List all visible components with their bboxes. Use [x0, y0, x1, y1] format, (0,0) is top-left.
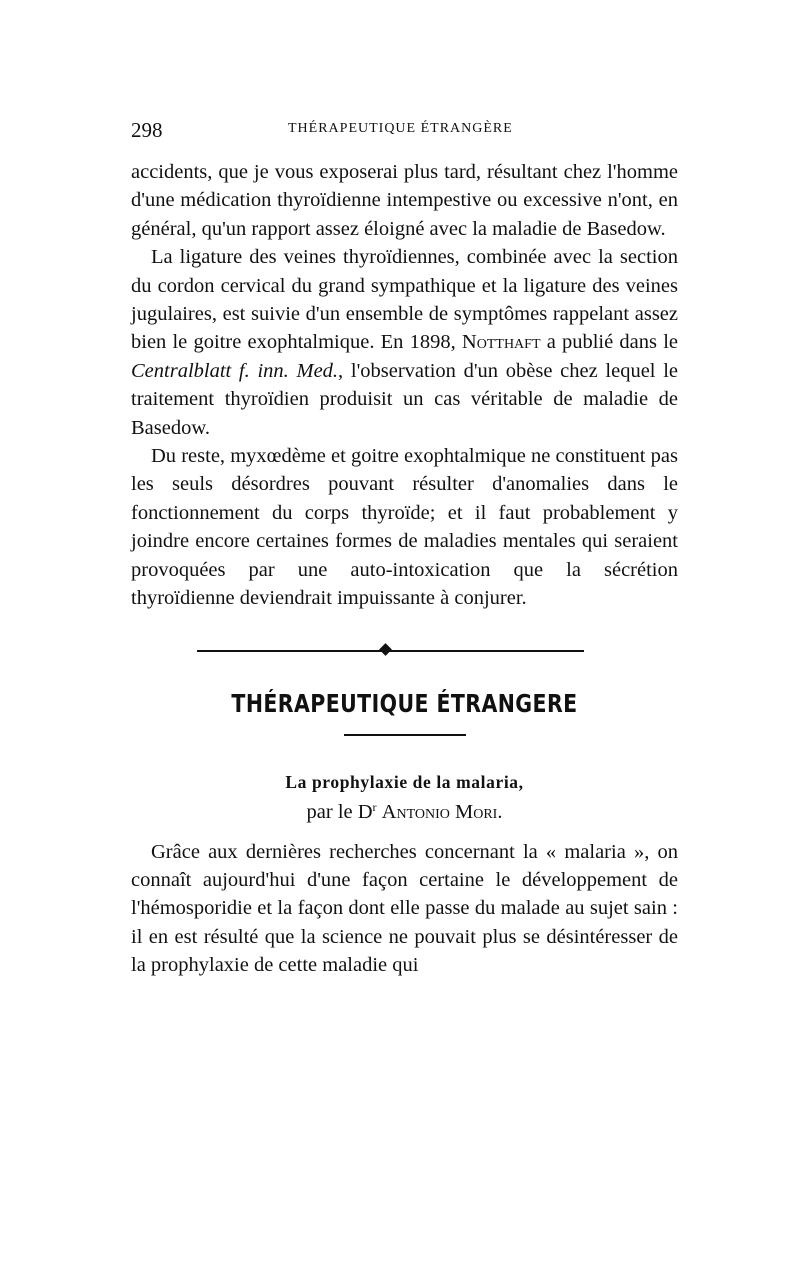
section-rule: [344, 734, 466, 736]
paragraph-2-text-a: La ligature des veines thyroïdiennes, combinée avec la section du cordon cervical du grand sympathique et la ligature des veines jugulaires, est suivie d'un ensemble de symptômes rappelant assez bien le goitre exophtalmique. En 1898,: [131, 246, 678, 354]
journal-title: Centralblatt f. inn. Med.: [131, 359, 339, 382]
paragraph-3: Du reste, myxœdème et goitre exophtalmique ne constituent pas les seuls désordres pouvant résulter d'anomalies dans le fonctionnement du corps thyroïde; et il faut probablement y joindre encore certaines formes de maladies mentales qui seraient provoquées par une auto-intoxication que la sécrétion thyroïdienne deviendrait impuissante à conjurer.: [131, 445, 678, 610]
paragraph-2: [131, 243, 678, 442]
document-page: [131, 118, 678, 980]
article-body: [131, 838, 678, 980]
running-head: [131, 118, 678, 144]
author-prefix: par le D: [306, 800, 373, 823]
section-title: THÉRAPEUTIQUE ÉTRANGERE: [231, 688, 578, 718]
article-title: La prophylaxie de la malaria,: [285, 771, 524, 792]
article-author: [131, 801, 678, 824]
paragraph-2-text-c: , l'observation d'un obèse chez lequel le traitement thyroïdien produisit un cas véritable de maladie de Basedow.: [131, 359, 678, 439]
ornamental-divider: [131, 641, 678, 661]
author-name-notthaft: Notthaft: [461, 331, 541, 354]
paragraph-1: accidents, que je vous exposerai plus tard, résultant chez l'homme d'une médication thyroïdienne intempestive ou excessive n'ont, en général, qu'un rapport assez éloigné avec la maladie de Basedow.: [131, 161, 678, 240]
running-title: THÉRAPEUTIQUE ÉTRANGÈRE: [288, 121, 513, 136]
diamond-ornament-icon: [379, 643, 392, 656]
paragraph-2-text-b: a publié dans le: [540, 331, 678, 354]
page-number: 298: [131, 118, 163, 142]
continuation-text: [131, 158, 678, 613]
article-paragraph-1: Grâce aux dernières recherches concernant la « malaria », on connaît aujourd'hui d'une façon certaine le développement de l'hémosporidie et la façon dont elle passe du malade au sujet sain : il en est résulté que la science ne pouvait plus se désintéresser de la prophylaxie de cette maladie qui: [131, 840, 678, 977]
author-title-sup: r: [372, 799, 377, 814]
author-name: Antonio Mori.: [381, 800, 503, 823]
